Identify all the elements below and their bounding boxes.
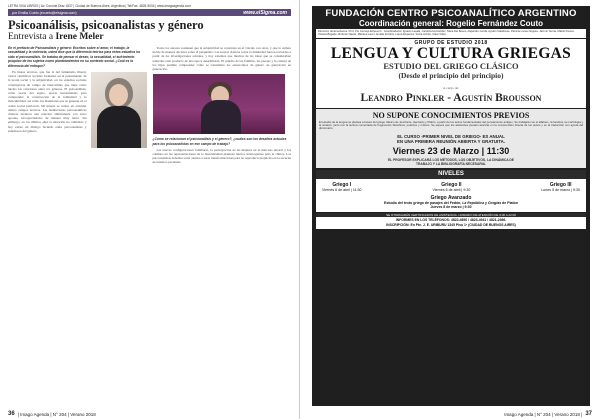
- lecture-photo: [153, 74, 285, 134]
- lecture-person-body: [201, 100, 241, 134]
- article-title: Psicoanálisis, psicoanalistas y género: [8, 18, 204, 32]
- page-number: 36: [8, 411, 15, 417]
- author-email[interactable]: (ecueto@elsigma.com): [39, 10, 77, 15]
- portrait-face: [109, 84, 128, 106]
- portrait-body: [97, 106, 141, 148]
- advanced-line-1c: de Platón: [502, 200, 518, 205]
- advanced-work-2: Gorgias: [487, 200, 502, 205]
- meeting-explains-1: EL PROFESOR EXPLICARÁ LOS MÉTODOS, LOS OBJETIVOS, LA DINÁMICA DE: [387, 158, 515, 163]
- level-day: Lunes 5 de marzo | 9:30: [541, 188, 580, 193]
- course-note-2: EN UNA PRIMERA REUNIÓN ABIERTA Y GRATUITA.: [397, 139, 505, 145]
- body-paragraph: Las nuevas configuraciones familiares, la participación de las mujeres en el mercado laboral y los cambios en las representaciones de la masculinidad plantean nuevos interrogantes para la clínica. Los psicoanalistas debemos estar atentos a estas transformaciones para no reproducir prejuicios en la escucha de nuestros pacientes.: [152, 147, 292, 165]
- interviewee-name: Irene Meler: [55, 32, 104, 42]
- left-footer: [8, 411, 291, 417]
- staff-list: Dirección de Enseñanza: Prof. Pío Cornejo Echeverri · Coordinadores: Ignacio Lasala, Carolina Hernández, Mara Del Bosco, Alejandro Cerda, Ayelén Calabrese, Patricia Lucas Nogués, Jazmín Serrat, Mabel Fresco, Viviana Bogado, Roberto Navas, Mariana Lacci, Amalia Ferraris, Laura Ezquerra, Sonia Arriola, Clara Vidal.: [316, 29, 586, 38]
- body-paragraph: En líneas teóricas, que fue la del feminismo liberal, varios científicos sociales formados en el pensamiento de la teoría social y la subjetividad, en los estudios sociales construyeron un campo de intercambio que tiene como núcleo las relaciones entre los géneros. El psicoanálisis, como teoría del sujeto, aporta herramientas para comprender la construcción de la feminidad y la masculinidad, así como los malestares que se generan en el orden social patriarcal. Mi interés se centró en articular ambos campos teóricos. Las instituciones psicoanalíticas clásicas tuvieron una relación ambivalente con estos aportes, incorporándolos de manera muy lenta. Sin embargo, en los últimos años la situación ha cambiado y hoy existe un diálogo fecundo entre psicoanalistas y estudiosos del género.: [8, 70, 87, 133]
- contact-address: INSCRIPCIÓN: En Pte. J. E. URIBURU 1345 Piso 1º (CIUDAD DE BUENOS AIRES): [386, 223, 516, 228]
- article-intro: En el prefacio de Psicoanálisis y género: Escritos sobre el amor, el trabajo, la sexualidad y la violencia, usted dice que la diferencia teórica para estos estudios ha sido el psicoanálisis. Se trataba de pensar el deseo, la sexualidad, el sufrimiento psíquico de los sujetos como planteamientos en su contexto social. ¿Cuál es la diferencia del enfoque?: [8, 46, 140, 68]
- study-group-label: GRUPO DE ESTUDIO 2018: [414, 39, 488, 46]
- course-note-1: EL CURSO -PRIMER NIVEL DE GRIEGO- ES ANUAL: [397, 133, 505, 139]
- course-description: El estudio de la lengua se plantea a través del griego clásico de Jenofonte, Heródoto y Platón, a partir de los textos fundamentales del pensamiento antiguo. Se trabajará con el alfabeto, la fonética, la morfología y la sintaxis, junto con la lectura comentada de fragmentos filosóficos, poéticos y míticos. Se espera que los asistentes puedan avanzar en la comprensión directa de los textos y en la traducción con ayuda del diccionario.: [319, 119, 583, 131]
- levels-header: NIVELES: [316, 170, 586, 179]
- interview-question: ¿Cómo se relacionan el psicoanálisis y el género?, ¿cuáles son los desafíos actuales para los psicoanalistas en ese campo de trabajo?: [152, 137, 287, 146]
- right-footer: [312, 411, 592, 417]
- course-main-title: LENGUA Y CULTURA GRIEGAS: [330, 44, 572, 62]
- advanced-line-1: Estudio del texto griego de pasajes del: [384, 200, 449, 205]
- column-1: [8, 46, 147, 166]
- open-meeting-date: Viernes 23 de Marzo | 11:30: [392, 146, 510, 157]
- column-2: [153, 46, 292, 166]
- teachers-names: Leandro Pinkler - Agustín Brousson: [360, 91, 542, 104]
- no-prerequisites: NO SUPONE CONOCIMIENTOS PREVIOS: [372, 110, 530, 120]
- level-name: Griego II: [441, 182, 462, 189]
- advanced-title: Griego Avanzado: [430, 194, 472, 201]
- body-paragraph: Todos los autores sostienen que la subjetividad se construye en el vínculo con otros, y que la cultura incide de manera decisiva sobre el psiquismo. Las teorías clásicas sobre la feminidad fueron revisadas a partir de las investigaciones actuales, y hoy sabemos que muchas de las ideas que se consideraban naturales eran producto de una época determinada. El estudio de las familias, las parejas y la crianza de los hijos permite comprender cómo se transmiten los estereotipos de género de generación en generación.: [152, 46, 291, 72]
- meeting-time: 11:30: [486, 146, 510, 157]
- certificates-note: SE OTORGARÁN CERTIFICADOS DE ASISTENCIA. HORARIO DE ATENCIÓN DE 9:00 A 22:00: [316, 213, 586, 217]
- level-name: Griego III: [549, 182, 572, 189]
- contact-info: [316, 217, 586, 228]
- level-2: [433, 182, 471, 192]
- organization-name: FUNDACIÓN CENTRO PSICOANALÍTICO ARGENTINO: [325, 8, 577, 19]
- column-2-text-continued: [153, 148, 292, 165]
- meeting-day: Viernes 23 de Marzo: [392, 146, 480, 157]
- course-title-block: [316, 39, 586, 108]
- header-strip: LETRA VIVA LIBROS | Av. Coronel Díaz 1837 | Ciudad de Buenos Aires, Argentina | Tel/Fax: 4825-9034 | www.imagoagenda.com: [8, 4, 191, 8]
- advanced-line-1b: y: [485, 200, 487, 205]
- coordinator: Coordinación general: Rogelio Fernández Couto: [358, 19, 543, 28]
- course-details: [316, 109, 586, 169]
- level-day: Viernes 6 de abril | 9:30: [432, 188, 471, 193]
- level-name: Griego I: [332, 182, 352, 189]
- footer-text: Imago Agenda | N° 204 | Verano 2018 |: [504, 411, 583, 417]
- level-day: Viernes 6 de abril | 11:30: [322, 188, 362, 193]
- right-page: [300, 0, 600, 419]
- contact-phones: INFORMES EN LOS TELÉFONOS: 4822-4690 / 4823-4941 / 4821-2366.: [395, 218, 507, 223]
- advanced-level: [316, 194, 586, 213]
- site-link[interactable]: www.elSigma.com: [243, 9, 287, 16]
- course-subtitle: ESTUDIO DEL GRIEGO CLÁSICO: [383, 60, 519, 71]
- level-3: [541, 182, 580, 192]
- subtitle-prefix: Entrevista a: [8, 32, 54, 42]
- advanced-day: Jueves 8 de marzo | 9:30: [430, 205, 472, 210]
- levels-row: [316, 179, 586, 193]
- page-number: 37: [585, 411, 592, 417]
- course-tagline: (Desde el principio del principio): [398, 70, 504, 80]
- column-1-text: [8, 70, 147, 133]
- course-poster: [312, 6, 590, 406]
- level-1: [322, 182, 362, 192]
- article-subtitle: [8, 32, 291, 43]
- author-info: [12, 11, 77, 15]
- teachers-label: A cargo de:: [442, 85, 460, 90]
- column-2-text: [153, 46, 292, 71]
- advanced-work-1: Fedón, La República: [449, 200, 485, 205]
- author-bar: [8, 9, 291, 16]
- article-columns: [8, 46, 291, 166]
- portrait-photo: [91, 72, 147, 148]
- footer-text: | Imago Agenda | N° 204 | Verano 2018: [17, 411, 96, 417]
- author-line: por Emilia Cueto: [12, 10, 39, 15]
- meeting-explains-2: TRABAJO Y LA BIBLIOGRAFÍA NECESARIA.: [416, 162, 486, 167]
